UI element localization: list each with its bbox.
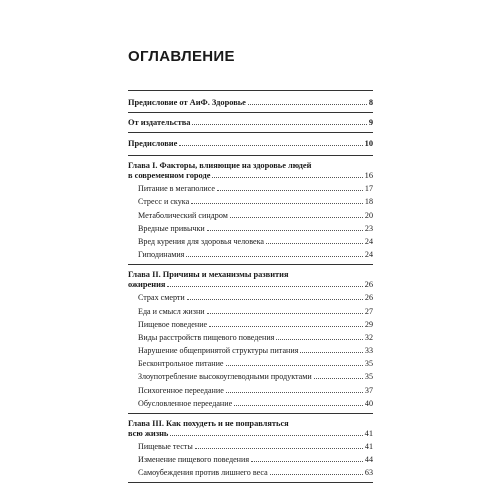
entry-page: 40: [364, 398, 373, 408]
entry-page: 8: [368, 98, 373, 107]
dot-leader: [167, 286, 362, 287]
entry-page: 18: [364, 197, 373, 207]
entry-title: Обусловленное переедание: [138, 398, 233, 408]
toc-entry[interactable]: [128, 236, 373, 247]
toc-entry[interactable]: [128, 223, 373, 234]
entry-title: Еда и смысл жизни: [138, 306, 205, 316]
entry-page: 23: [364, 223, 373, 233]
dot-leader: [207, 230, 363, 231]
entry-page: 26: [364, 293, 373, 303]
toc-entry[interactable]: [128, 292, 373, 303]
entry-page: 24: [364, 250, 373, 260]
entry-page: 29: [364, 319, 373, 329]
dot-leader: [226, 365, 363, 366]
dot-leader: [207, 313, 363, 314]
toc-entry[interactable]: [128, 210, 373, 221]
dot-leader: [230, 217, 363, 218]
entry-title: Страх смерти: [138, 293, 185, 303]
dot-leader: [300, 352, 362, 353]
entry-title: Виды расстройств пищевого поведения: [138, 332, 275, 342]
dot-leader: [179, 145, 362, 146]
toc-entry[interactable]: [128, 467, 373, 478]
entry-title: Злоупотребление высокоуглеводными продуктами: [138, 372, 312, 382]
entry-page: 27: [364, 306, 373, 316]
chapter-2-section: [128, 265, 373, 414]
dot-leader: [270, 474, 363, 475]
entry-title: Нарушение общепринятой структуры питания: [138, 346, 299, 356]
entry-page: 10: [364, 139, 373, 148]
chapter-title-cont: ожирения: [128, 280, 166, 290]
dot-leader: [266, 243, 363, 244]
entry-title: Самоубеждения против лишнего веса: [138, 468, 268, 478]
dot-leader: [192, 124, 366, 125]
chapter-1-section: [128, 156, 373, 265]
toc-entry[interactable]: [128, 196, 373, 207]
entry-title: Гиподинамия: [138, 250, 185, 260]
entry-title: Вредные привычки: [138, 223, 205, 233]
chapter-page: 16: [364, 171, 373, 180]
chapter-page: 26: [364, 280, 373, 290]
entry-page: 20: [364, 210, 373, 220]
entry-title: Питание в мегаполисе: [138, 184, 215, 194]
dot-leader: [217, 190, 363, 191]
entry-page: 37: [364, 385, 373, 395]
toc-entry[interactable]: [128, 441, 373, 452]
chapter-page: 41: [364, 428, 373, 438]
dot-leader: [170, 435, 362, 436]
entry-page: 24: [364, 236, 373, 246]
toc-entry[interactable]: [128, 358, 373, 369]
entry-title: Пищевое поведение: [138, 319, 208, 329]
dot-leader: [212, 177, 362, 178]
toc-entry[interactable]: [128, 332, 373, 343]
chapter-title-line2[interactable]: [128, 171, 373, 181]
chapter-title-line2[interactable]: [128, 429, 373, 439]
toc-entry[interactable]: [128, 319, 373, 330]
toc-entry[interactable]: [128, 306, 373, 317]
intro-section: [128, 90, 373, 113]
toc-entry-publisher[interactable]: [128, 117, 373, 128]
toc-entry[interactable]: [128, 249, 373, 260]
dot-leader: [234, 405, 363, 406]
entry-title: Стресс и скука: [138, 197, 190, 207]
chapter-title-cont: в современном городе: [128, 171, 211, 180]
toc-entry[interactable]: [128, 345, 373, 356]
toc-entry[interactable]: [128, 454, 373, 465]
intro-section: [128, 133, 373, 156]
dot-leader: [314, 378, 363, 379]
entry-title: От издательства: [128, 118, 191, 127]
entry-page: 33: [364, 346, 373, 356]
entry-title: Вред курения для здоровья человека: [138, 236, 264, 246]
toc-entry[interactable]: [128, 371, 373, 382]
entry-title: Пищевые тесты: [138, 442, 193, 451]
chapter-title[interactable]: Глава I. Факторы, влияющие на здоровье людей: [128, 161, 312, 170]
entry-page: 44: [364, 455, 373, 465]
dot-leader: [251, 461, 363, 462]
chapter-title-line2[interactable]: [128, 280, 373, 290]
dot-leader: [226, 392, 363, 393]
entry-page: 9: [368, 118, 373, 127]
toc-entry-preface[interactable]: [128, 138, 373, 149]
entry-title: Бесконтрольное питание: [138, 359, 224, 369]
entry-title: Психогенное переедание: [138, 385, 224, 395]
dot-leader: [209, 326, 363, 327]
dot-leader: [186, 256, 363, 257]
entry-title: Метаболический синдром: [138, 210, 228, 220]
entry-title: Изменение пищевого поведения: [138, 455, 250, 465]
entry-page: 35: [364, 372, 373, 382]
toc-entry[interactable]: [128, 398, 373, 409]
dot-leader: [248, 104, 367, 105]
entry-page: 35: [364, 359, 373, 369]
entry-title: Предисловие: [128, 139, 178, 148]
entry-page: 32: [364, 332, 373, 342]
dot-leader: [187, 299, 363, 300]
toc-entry[interactable]: [128, 183, 373, 194]
dot-leader: [276, 339, 363, 340]
chapter-3-section: [128, 414, 373, 484]
toc-entry-preface-aif[interactable]: [128, 97, 373, 108]
table-of-contents: [128, 90, 373, 483]
intro-section: [128, 113, 373, 133]
entry-page: 41: [364, 442, 373, 451]
entry-page: 63: [364, 468, 373, 478]
chapter-title-cont: всю жизнь: [128, 428, 169, 438]
toc-entry[interactable]: [128, 385, 373, 396]
chapter-title[interactable]: Глава III. Как похудеть и не поправляться: [128, 418, 289, 428]
chapter-title[interactable]: Глава II. Причины и механизмы развития: [128, 270, 289, 280]
dot-leader: [191, 203, 363, 204]
entry-page: 17: [364, 184, 373, 194]
page-title: ОГЛАВЛЕНИЕ: [128, 48, 235, 65]
entry-title: Предисловие от АиФ. Здоровье: [128, 98, 246, 107]
dot-leader: [195, 448, 363, 449]
